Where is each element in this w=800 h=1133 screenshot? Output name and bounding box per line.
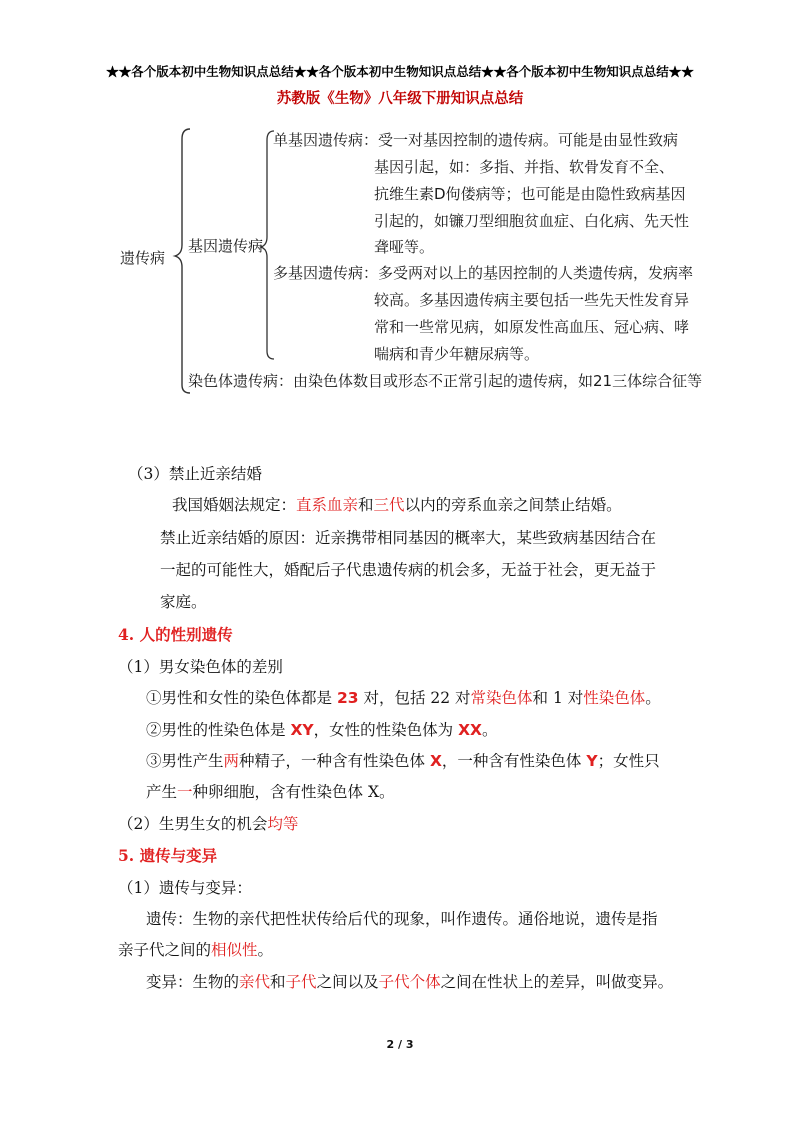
chromosome-point-3-cont: 产生一种卵细胞，含有性染色体 X。	[146, 783, 395, 801]
subsection-heading: （1）遗传与变异：	[118, 879, 252, 897]
highlight-term: 23	[336, 689, 359, 707]
highlight-term: 相似性	[211, 941, 258, 959]
single-gene-line: 聋哑等。	[374, 238, 435, 256]
section-5-heading: 5. 遗传与变异	[118, 846, 218, 865]
highlight-term: 均等	[267, 815, 299, 833]
single-gene-line: 抗维生素D佝偻病等；也可能是由隐性致病基因	[374, 185, 686, 203]
single-gene-line: 基因引起，如：多指、并指、软骨发育不全、	[374, 158, 675, 176]
diagram-gene-branch-label: 基因遗传病	[188, 237, 264, 255]
multi-gene-line: 较高。多基因遗传病主要包括一些先天性发育异	[374, 291, 690, 309]
reason-line: 家庭。	[160, 593, 207, 611]
document-title: 苏教版《生物》八年级下册知识点总结	[276, 90, 524, 107]
highlight-term: X	[429, 752, 442, 770]
heredity-definition: 遗传：生物的亲代把性状传给后代的现象，叫作遗传。通俗地说，遗传是指	[146, 910, 658, 928]
highlight-term: 子代个体	[378, 973, 441, 991]
marriage-law-paragraph: 我国婚姻法规定：直系血亲和三代以内的旁系血亲之间禁止结婚。	[172, 496, 622, 514]
reason-line: 禁止近亲结婚的原因：近亲携带相同基因的概率大，某些致病基因结合在	[160, 529, 657, 547]
subsection-heading: （1）男女染色体的差别	[118, 658, 283, 676]
highlight-term: 直系血亲	[296, 496, 359, 514]
chromosome-point-1: ①男性和女性的染色体都是 23 对，包括 22 对常染色体和 1 对性染色体。	[146, 689, 661, 707]
chromosome-point-3: ③男性产生两种精子，一种含有性染色体 X，一种含有性染色体 Y；女性只	[146, 752, 660, 770]
single-gene-line: 引起的，如镰刀型细胞贫血症、白化病、先天性	[374, 212, 690, 230]
section-3-heading: （3）禁止近亲结婚	[128, 465, 262, 483]
highlight-term: Y	[586, 752, 598, 770]
highlight-term: XY	[290, 721, 314, 739]
section-4-heading: 4. 人的性别遗传	[118, 625, 233, 644]
page-number: 2 / 3	[386, 1038, 414, 1051]
heredity-definition-cont: 亲子代之间的相似性。	[118, 941, 274, 959]
highlight-term: 常染色体	[470, 689, 533, 707]
variation-definition: 变异：生物的亲代和子代之间以及子代个体之间在性状上的差异，叫做变异。	[146, 973, 674, 991]
outer-brace	[175, 129, 190, 393]
genetic-disease-diagram	[118, 123, 703, 395]
highlight-term: 子代	[285, 973, 317, 991]
highlight-term: 三代	[373, 496, 405, 514]
chromosome-disease-line: 染色体遗传病：由染色体数目或形态不正常引起的遗传病，如21三体综合征等	[188, 372, 703, 390]
highlight-term: 性染色体	[583, 689, 646, 707]
diagram-root-label: 遗传病	[120, 249, 166, 267]
highlight-term: 亲代	[239, 973, 271, 991]
highlight-term: 两	[223, 752, 240, 770]
chromosome-point-2: ②男性的性染色体是 XY，女性的性染色体为 XX。	[146, 721, 498, 739]
subsection-heading: （2）生男生女的机会均等	[118, 815, 299, 833]
single-gene-line: 单基因遗传病：受一对基因控制的遗传病。可能是由显性致病	[273, 131, 679, 149]
multi-gene-line: 喘病和青少年糖尿病等。	[374, 345, 540, 363]
highlight-term: XX	[458, 721, 482, 739]
multi-gene-line: 常和一些常见病，如原发性高血压、冠心病、哮	[374, 318, 690, 336]
highlight-term: 一	[177, 783, 193, 801]
header-banner: ★★各个版本初中生物知识点总结★★各个版本初中生物知识点总结★★各个版本初中生物知识点总结★★	[106, 64, 694, 79]
reason-line: 一起的可能性大，婚配后子代患遗传病的机会多，无益于社会，更无益于	[160, 561, 657, 579]
multi-gene-line: 多基因遗传病：多受两对以上的基因控制的人类遗传病，发病率	[273, 264, 694, 282]
